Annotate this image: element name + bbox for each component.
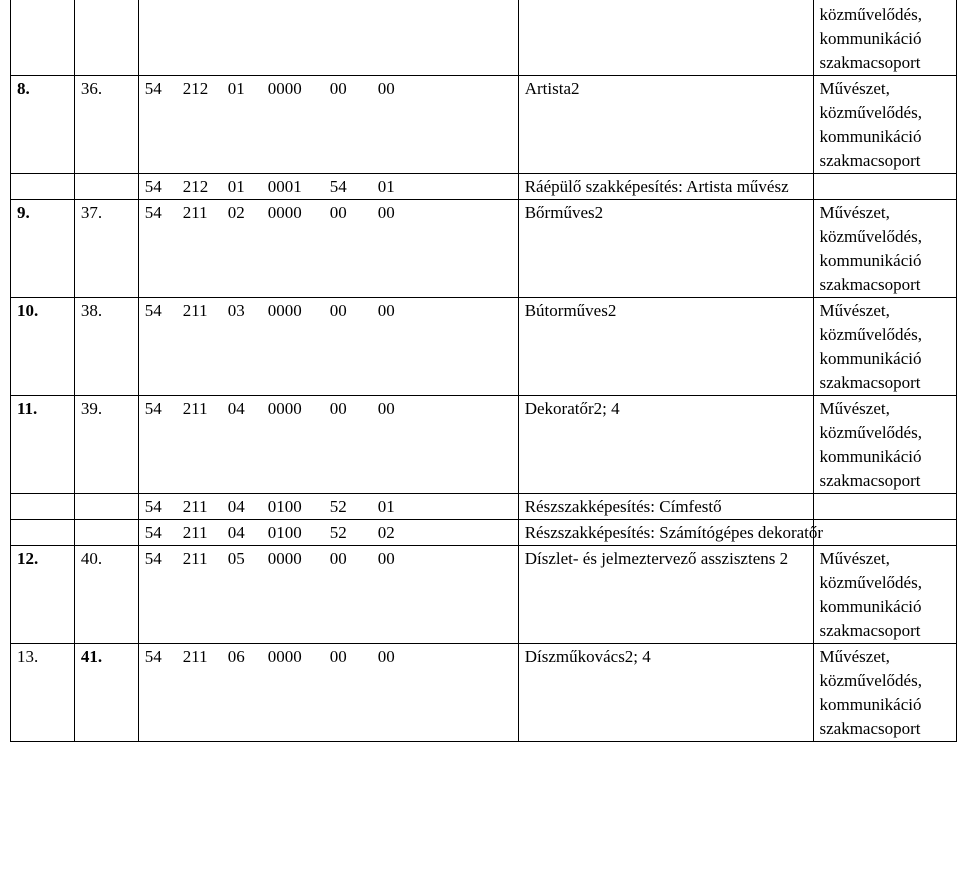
sector-group-line: közművelődés, (819, 227, 922, 246)
okj-code-part: 02 (377, 523, 395, 542)
okj-code-part: 212 (182, 79, 209, 98)
sector-group-line: kommunikáció (819, 127, 922, 146)
sector-group-line: közművelődés, (819, 325, 922, 344)
okj-code-part: 211 (182, 523, 208, 542)
register-id: 36. (74, 76, 138, 174)
okj-code-part: 0000 (267, 79, 302, 98)
okj-code-part: 0000 (267, 647, 302, 666)
register-id: 38. (74, 298, 138, 396)
okj-code (138, 546, 518, 644)
qualification-name: Részszakképesítés: Címfestő (518, 494, 813, 520)
okj-code-part: 00 (377, 549, 395, 568)
qualification-register-table (10, 0, 957, 742)
row-number: 8. (11, 76, 75, 174)
okj-code-part: 04 (227, 399, 245, 418)
okj-code (138, 494, 518, 520)
okj-code-part: 212 (182, 177, 209, 196)
row-number: 13. (11, 644, 75, 742)
qualification-row (11, 546, 957, 644)
register-id: 37. (74, 200, 138, 298)
okj-code-part: 02 (227, 203, 245, 222)
sector-group-line: kommunikáció (819, 447, 922, 466)
table-body (11, 0, 957, 742)
okj-code-part: 0001 (267, 177, 302, 196)
okj-code-part: 01 (377, 177, 395, 196)
sector-group-line: szakmacsoport (819, 53, 921, 72)
sector-group-line: közművelődés, (819, 423, 922, 442)
sub-qualification-row (11, 520, 957, 546)
okj-code-part: 54 (144, 203, 162, 222)
okj-code (138, 174, 518, 200)
qualification-row (11, 76, 957, 174)
okj-code-part: 05 (227, 549, 245, 568)
okj-code-part: 211 (182, 549, 208, 568)
okj-code-part: 54 (144, 177, 162, 196)
row-number (11, 520, 75, 546)
qualification-row (11, 0, 957, 76)
okj-code (138, 0, 518, 76)
row-number (11, 174, 75, 200)
okj-code-part: 0100 (267, 523, 302, 542)
qualification-name: Bútorműves2 (518, 298, 813, 396)
okj-code-part: 00 (329, 203, 347, 222)
okj-code-part: 06 (227, 647, 245, 666)
okj-code-part: 04 (227, 497, 245, 516)
okj-code (138, 520, 518, 546)
row-number: 9. (11, 200, 75, 298)
sector-group (813, 396, 957, 494)
okj-code-part: 211 (182, 497, 208, 516)
okj-code-part: 03 (227, 301, 245, 320)
okj-code-part: 01 (227, 177, 245, 196)
okj-code-part: 00 (329, 399, 347, 418)
okj-code-part: 04 (227, 523, 245, 542)
row-number: 10. (11, 298, 75, 396)
register-id: 40. (74, 546, 138, 644)
qualification-row (11, 298, 957, 396)
okj-code-part: 54 (144, 301, 162, 320)
okj-code-part: 01 (377, 497, 395, 516)
okj-code-part: 00 (377, 79, 395, 98)
qualification-name: Részszakképesítés: Számítógépes dekoratőr (518, 520, 813, 546)
okj-code-part: 00 (377, 647, 395, 666)
qualification-name (518, 0, 813, 76)
sector-group-line: kommunikáció (819, 251, 922, 270)
sector-group-line: szakmacsoport (819, 151, 921, 170)
register-id (74, 174, 138, 200)
register-id (74, 494, 138, 520)
sector-group-line: szakmacsoport (819, 373, 921, 392)
okj-code-part: 00 (329, 647, 347, 666)
sector-group (813, 76, 957, 174)
okj-code-part: 0000 (267, 549, 302, 568)
okj-code-part: 54 (144, 647, 162, 666)
sector-group-line: Művészet, (819, 203, 890, 222)
sector-group-line: kommunikáció (819, 29, 922, 48)
qualification-row (11, 200, 957, 298)
sector-group (813, 298, 957, 396)
okj-code-part: 211 (182, 399, 208, 418)
qualification-name: Dekoratőr2; 4 (518, 396, 813, 494)
okj-code-part: 00 (377, 301, 395, 320)
sector-group-line: közművelődés, (819, 103, 922, 122)
sector-group-line: kommunikáció (819, 349, 922, 368)
okj-code-part: 211 (182, 203, 208, 222)
sector-group (813, 644, 957, 742)
sector-group (813, 520, 957, 546)
sector-group-line: szakmacsoport (819, 719, 921, 738)
okj-code-part: 211 (182, 301, 208, 320)
row-number (11, 0, 75, 76)
okj-code-part: 54 (329, 177, 347, 196)
register-id: 39. (74, 396, 138, 494)
row-number: 11. (11, 396, 75, 494)
okj-code-part: 54 (144, 549, 162, 568)
row-number (11, 494, 75, 520)
row-number: 12. (11, 546, 75, 644)
sector-group-line: Művészet, (819, 647, 890, 666)
okj-code-part: 00 (329, 79, 347, 98)
sector-group-line: közművelődés, (819, 671, 922, 690)
okj-code (138, 644, 518, 742)
okj-code-part: 54 (144, 497, 162, 516)
sector-group-line: közművelődés, (819, 5, 922, 24)
qualification-row (11, 396, 957, 494)
qualification-name: Bőrműves2 (518, 200, 813, 298)
sector-group-line: Művészet, (819, 79, 890, 98)
okj-code-part: 0000 (267, 399, 302, 418)
sector-group-line: szakmacsoport (819, 471, 921, 490)
sub-qualification-row (11, 494, 957, 520)
sector-group (813, 200, 957, 298)
okj-code-part: 0000 (267, 301, 302, 320)
sector-group-line: Művészet, (819, 301, 890, 320)
okj-code (138, 76, 518, 174)
okj-code-part: 0000 (267, 203, 302, 222)
okj-code (138, 200, 518, 298)
okj-code-part: 211 (182, 647, 208, 666)
register-id (74, 520, 138, 546)
okj-code (138, 298, 518, 396)
okj-code-part: 0100 (267, 497, 302, 516)
sector-group-line: Művészet, (819, 399, 890, 418)
okj-code-part: 54 (144, 79, 162, 98)
qualification-name: Díszműkovács2; 4 (518, 644, 813, 742)
sector-group (813, 174, 957, 200)
okj-code-part: 00 (329, 301, 347, 320)
sector-group-line: kommunikáció (819, 695, 922, 714)
sub-qualification-row (11, 174, 957, 200)
register-id (74, 0, 138, 76)
sector-group (813, 494, 957, 520)
qualification-name: Díszlet- és jelmeztervező asszisztens 2 (518, 546, 813, 644)
okj-code-part: 54 (144, 523, 162, 542)
okj-code (138, 396, 518, 494)
okj-code-part: 52 (329, 497, 347, 516)
sector-group-line: szakmacsoport (819, 621, 921, 640)
sector-group-line: kommunikáció (819, 597, 922, 616)
sector-group (813, 0, 957, 76)
okj-code-part: 52 (329, 523, 347, 542)
qualification-name: Artista2 (518, 76, 813, 174)
sector-group (813, 546, 957, 644)
okj-code-part: 01 (227, 79, 245, 98)
qualification-row (11, 644, 957, 742)
okj-code-part: 00 (329, 549, 347, 568)
sector-group-line: Művészet, (819, 549, 890, 568)
okj-code-part: 00 (377, 399, 395, 418)
okj-code-part: 00 (377, 203, 395, 222)
okj-code-part: 54 (144, 399, 162, 418)
sector-group-line: szakmacsoport (819, 275, 921, 294)
sector-group-line: közművelődés, (819, 573, 922, 592)
qualification-name: Ráépülő szakképesítés: Artista művész (518, 174, 813, 200)
register-id: 41. (74, 644, 138, 742)
